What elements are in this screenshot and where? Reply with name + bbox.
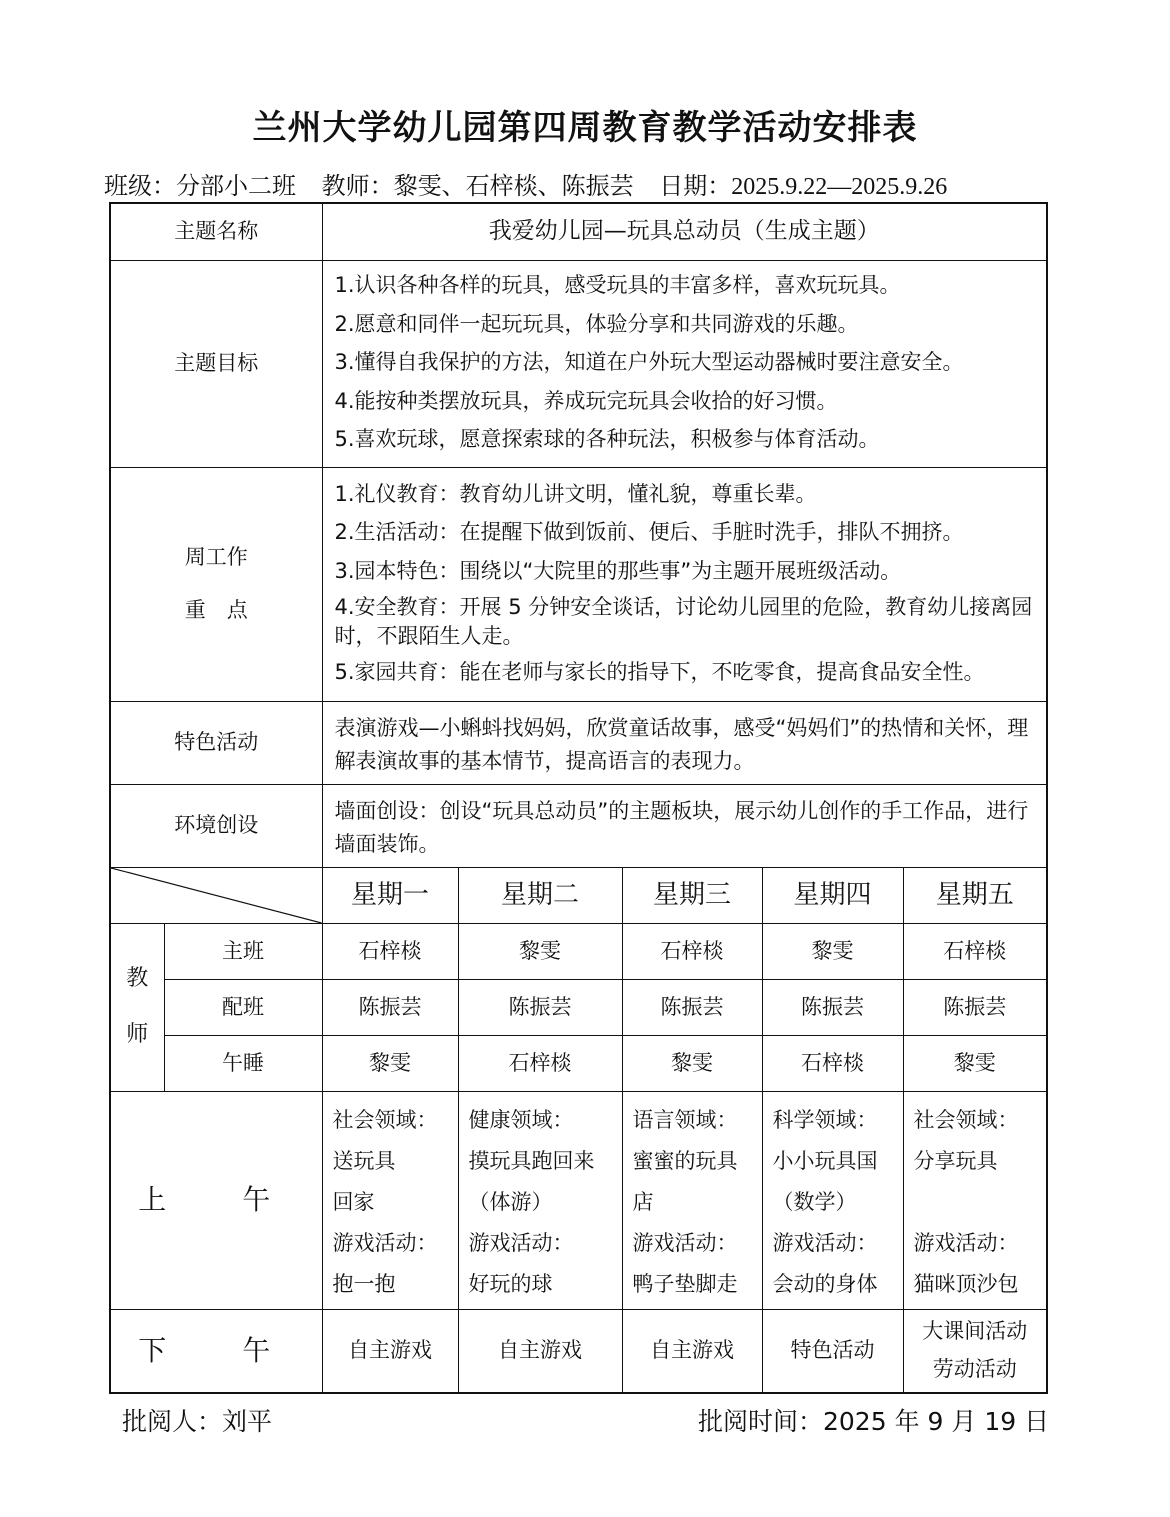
goal-item: 1.认识各种各样的玩具，感受玩具的丰富多样，喜欢玩玩具。 — [334, 273, 901, 298]
morning-cell-fri — [903, 1091, 1047, 1309]
focus-item: 2.生活活动：在提醒下做到饭前、便后、手脏时洗手，排队不拥挤。 — [334, 520, 964, 545]
focus-list — [322, 467, 1047, 701]
schedule-table — [109, 202, 1048, 1394]
diagonal-header-cell — [110, 867, 322, 923]
schedule-line: 游戏活动： — [632, 1230, 738, 1255]
morning-cell-mon — [322, 1091, 458, 1309]
info-line — [104, 166, 1054, 201]
goals-row — [110, 260, 1047, 467]
day-header: 星期三 — [622, 867, 762, 923]
goal-item: 4.能按种类摆放玩具，养成玩完玩具会收拾的好习惯。 — [334, 388, 838, 413]
role-label: 午睡 — [164, 1035, 322, 1091]
afternoon-row — [110, 1309, 1047, 1393]
role-cell: 石梓棪 — [762, 1035, 903, 1091]
schedule-line: 科学领域： — [772, 1107, 878, 1132]
day-header: 星期四 — [762, 867, 903, 923]
teacher-info: 教师：黎雯、石梓棪、陈振芸 — [321, 172, 634, 200]
schedule-line: 会动的身体 — [772, 1271, 878, 1296]
morning-cell-thu — [762, 1091, 903, 1309]
morning-cell-tue — [458, 1091, 622, 1309]
special-text: 表演游戏—小蝌蚪找妈妈，欣赏童话故事，感受“妈妈们”的热情和关怀，理解表演故事的基本情节，提高语言的表现力。 — [322, 701, 1047, 784]
role-cell: 黎雯 — [458, 923, 622, 979]
afternoon-cell: 自主游戏 — [322, 1309, 458, 1393]
schedule-line: 健康领域： — [468, 1107, 574, 1132]
schedule-line: 好玩的球 — [468, 1271, 553, 1296]
reviewer: 批阅人：刘平 — [122, 1407, 273, 1436]
schedule-line: 分享玩具 — [913, 1148, 998, 1173]
role-cell: 石梓棪 — [903, 923, 1047, 979]
role-cell: 陈振芸 — [762, 979, 903, 1035]
goal-item: 3.懂得自我保护的方法，知道在户外玩大型运动器械时要注意安全。 — [334, 350, 964, 375]
teacher-group-label — [110, 923, 164, 1091]
env-label: 环境创设 — [110, 784, 322, 867]
role-row — [110, 979, 1047, 1035]
focus-item: 4.安全教育：开展 5 分钟安全谈话，讨论幼儿园里的危险，教育幼儿接离园时，不跟陌生人走。 — [334, 595, 1033, 648]
role-cell: 黎雯 — [762, 923, 903, 979]
goals-label: 主题目标 — [110, 260, 322, 467]
role-cell: 黎雯 — [622, 1035, 762, 1091]
theme-row — [110, 203, 1047, 260]
schedule-line: 游戏活动： — [332, 1230, 438, 1255]
schedule-line: （体游） — [468, 1189, 553, 1214]
schedule-line: 游戏活动： — [913, 1230, 1019, 1255]
role-label: 配班 — [164, 979, 322, 1035]
focus-item: 1.礼仪教育：教育幼儿讲文明，懂礼貌，尊重长辈。 — [334, 481, 817, 506]
focus-row — [110, 467, 1047, 701]
special-row — [110, 701, 1047, 784]
role-cell: 黎雯 — [903, 1035, 1047, 1091]
schedule-line: 回家 — [332, 1189, 375, 1214]
goal-item: 5.喜欢玩球，愿意探索球的各种玩法，积极参与体育活动。 — [334, 427, 880, 452]
schedule-line: 鸭子垫脚走 — [632, 1271, 738, 1296]
env-text: 墙面创设：创设“玩具总动员”的主题板块，展示幼儿创作的手工作品，进行墙面装饰。 — [322, 784, 1047, 867]
role-cell: 石梓棪 — [322, 923, 458, 979]
days-header-row — [110, 867, 1047, 923]
day-header: 星期二 — [458, 867, 622, 923]
morning-label: 上 午 — [110, 1091, 322, 1309]
afternoon-cell: 特色活动 — [762, 1309, 903, 1393]
theme-label: 主题名称 — [110, 203, 322, 260]
schedule-line: 店 — [632, 1189, 654, 1214]
role-cell: 陈振芸 — [322, 979, 458, 1035]
goal-item: 2.愿意和同伴一起玩玩具，体验分享和共同游戏的乐趣。 — [334, 311, 859, 336]
afternoon-line: 大课间活动 — [922, 1318, 1028, 1343]
afternoon-line: 劳动活动 — [932, 1356, 1017, 1381]
focus-label — [110, 467, 322, 701]
morning-cell-wed — [622, 1091, 762, 1309]
schedule-line: （数学） — [772, 1189, 857, 1214]
schedule-line: 社会领域： — [913, 1107, 1019, 1132]
focus-label-line2: 重 点 — [184, 598, 248, 622]
schedule-line: 摸玩具跑回来 — [468, 1148, 595, 1173]
schedule-line: 蜜蜜的玩具 — [632, 1148, 738, 1173]
role-cell: 陈振芸 — [458, 979, 622, 1035]
afternoon-label: 下 午 — [110, 1309, 322, 1393]
role-cell: 陈振芸 — [622, 979, 762, 1035]
role-row — [110, 923, 1047, 979]
goals-list — [322, 260, 1047, 467]
role-cell: 石梓棪 — [458, 1035, 622, 1091]
role-row — [110, 1035, 1047, 1091]
teacher-group-char: 师 — [126, 1022, 149, 1047]
role-cell: 黎雯 — [322, 1035, 458, 1091]
diagonal-line — [111, 868, 322, 923]
schedule-line: 游戏活动： — [772, 1230, 878, 1255]
afternoon-cell: 自主游戏 — [458, 1309, 622, 1393]
env-row — [110, 784, 1047, 867]
theme-value: 我爱幼儿园—玩具总动员（生成主题） — [322, 203, 1047, 260]
schedule-line: 社会领域： — [332, 1107, 438, 1132]
special-label: 特色活动 — [110, 701, 322, 784]
schedule-line: 小小玩具国 — [772, 1148, 878, 1173]
schedule-line: 抱一抱 — [332, 1271, 396, 1296]
schedule-line: 猫咪顶沙包 — [913, 1271, 1019, 1296]
focus-item: 5.家园共育：能在老师与家长的指导下，不吃零食，提高食品安全性。 — [334, 659, 985, 684]
date-info: 日期：2025.9.22—2025.9.26 — [659, 174, 948, 200]
focus-item: 3.园本特色：围绕以“大院里的那些事”为主题开展班级活动。 — [334, 558, 902, 583]
schedule-line: 送玩具 — [332, 1148, 396, 1173]
day-header: 星期五 — [903, 867, 1047, 923]
schedule-line: 语言领域： — [632, 1107, 738, 1132]
day-header: 星期一 — [322, 867, 458, 923]
schedule-line: 游戏活动： — [468, 1230, 574, 1255]
role-label: 主班 — [164, 923, 322, 979]
review-time: 批阅时间：2025 年 9 月 19 日 — [698, 1407, 1050, 1436]
morning-row — [110, 1091, 1047, 1309]
afternoon-cell: 自主游戏 — [622, 1309, 762, 1393]
schedule-line — [914, 1182, 1041, 1223]
class-info: 班级：分部小二班 — [104, 172, 296, 200]
teacher-group-char: 教 — [126, 966, 149, 991]
document-title: 兰州大学幼儿园第四周教育教学活动安排表 — [252, 108, 918, 148]
role-cell: 陈振芸 — [903, 979, 1047, 1035]
role-cell: 石梓棪 — [622, 923, 762, 979]
focus-label-line1: 周工作 — [184, 545, 248, 570]
afternoon-cell-fri — [903, 1309, 1047, 1393]
